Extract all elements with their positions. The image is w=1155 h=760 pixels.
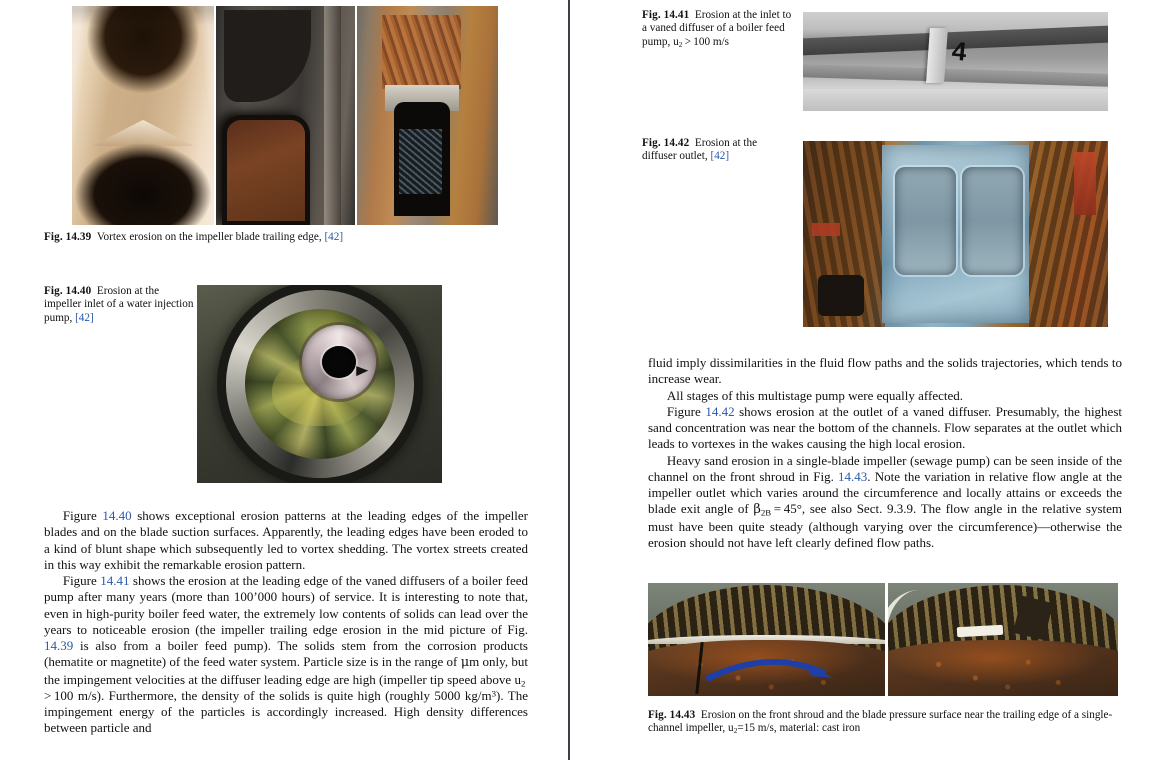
fig-14-42-photo	[803, 141, 1108, 327]
fig-14-40-photo	[197, 285, 442, 483]
xref-14-41[interactable]: 14.41	[100, 573, 130, 588]
flow-direction-arrow-icon	[705, 653, 838, 691]
fig-14-41-caption-text: Erosion at the inlet to a vaned diffuser of a boiler feed pump, $u_2 > 100$ m/s	[642, 9, 792, 49]
fig-14-42-caption	[642, 137, 792, 164]
fig-14-43-caption-text: Erosion on the front shroud and the blade pressure surface near the trailing edge of a single-channel impeller, $u_2=15$ m/s, material: cast iron	[648, 709, 1113, 736]
xref-14-42[interactable]: 14.42	[705, 403, 735, 419]
fig-14-41-photo	[803, 12, 1108, 111]
fig-14-42-label: Fig. 14.42	[642, 137, 690, 149]
paragraph-fig-14-41: Figure 14.41 shows the erosion at the leading edge of the vaned diffusers of a boiler feed pump after many years (more than 100’000 hours) of service. It is interesting to note that, even in high-purity boiler feed water, the extremely low contents of solids can lead over the years to noticeable erosion (the impeller trailing edge erosion in the mid picture of Fig. 14.39 is also from a boiler feed pump). The solids stem from the corrosion products (hematite or magnetite) of the feed water system. Particle size is in the range of μm only, but the impingement velocities at the diffuser leading edge are high (impeller tip speed above $u_2 > 100$ m/s). Furthermore, the density of the solids is quite high (roughly 5000 $kg/m^3$). The impingement energy of the particles is accordingly increased. High density differences between particle and	[44, 573, 528, 736]
paragraph-all-stages: All stages of this multistage pump were equally affected.	[666, 387, 963, 403]
reference-42[interactable]: [42]	[324, 231, 344, 243]
fig-14-39-label: Fig. 14.39	[44, 231, 92, 243]
reference-42[interactable]: [42]	[710, 150, 730, 163]
xref-14-43[interactable]: 14.43	[838, 468, 868, 484]
fig-14-39-photo-3	[357, 6, 498, 225]
reference-42[interactable]: [42]	[75, 311, 94, 324]
fig-14-40-caption	[44, 285, 194, 325]
fig-14-41-caption	[642, 9, 792, 49]
diffuser-vane-number-annotation: 4	[950, 35, 969, 67]
xref-14-39[interactable]: 14.39	[44, 638, 74, 653]
fig-14-43-label: Fig. 14.43	[648, 709, 696, 721]
fig-14-39-caption-text: Vortex erosion on the impeller blade trailing edge, [42]	[96, 231, 344, 243]
fig-14-43-caption	[648, 709, 1123, 736]
fig-14-43-photo-2	[888, 583, 1118, 696]
right-page	[570, 0, 1155, 760]
fig-14-39-photo-2	[216, 6, 355, 225]
right-page-body-text	[648, 355, 1122, 551]
paragraph-fig-14-40: Figure 14.40 shows exceptional erosion patterns at the leading edges of the impeller blades and on the blade suction surfaces. Apparently, the leading edges have been eroded to a kind of blunt shape which subsequently led to vortex shedding. The vortex streets created in this way exhibit the remarkable erosion pattern.	[44, 508, 528, 572]
left-page	[0, 0, 568, 760]
paragraph-fig-14-42: Figure 14.42 shows erosion at the outlet of a vaned diffuser. Presumably, the highest sand concentration was near the bottom of the channels. Flow separates at the outlet which leads to vortexes in the wakes causing the high local erosion.	[648, 403, 1122, 452]
paragraph-continued: fluid imply dissimilarities in the fluid flow paths and the solids trajectories, which tends to increase wear.	[648, 355, 1122, 387]
fig-14-40-label: Fig. 14.40	[44, 285, 92, 297]
fig-14-40-caption-text: Erosion at the impeller inlet of a water injection pump, [42]	[44, 285, 194, 324]
fig-14-39-photo-1	[72, 6, 214, 225]
left-page-body-text	[44, 508, 528, 737]
xref-14-40[interactable]: 14.40	[102, 508, 132, 523]
fig-14-41-label: Fig. 14.41	[642, 9, 690, 21]
fig-14-39-caption	[44, 231, 544, 244]
fig-14-42-caption-text: Erosion at the diffuser outlet, [42]	[642, 137, 758, 163]
fig-14-43-photo-1	[648, 583, 885, 696]
paragraph-fig-14-43: Heavy sand erosion in a single-blade impeller (sewage pump) can be seen inside of the channel on the front shroud in Fig. 14.43. Note the variation in relative flow angle at the impeller outlet which varies around the circumference and locally attains or exceeds the blade exit angle of $\beta_{2B} = 45^\circ$, see also Sect. 9.3.9. The flow angle in the relative system must have been quite steady (although varying over the circumference)—otherwise the erosion should not have left clearly defined flow paths.	[648, 452, 1123, 550]
